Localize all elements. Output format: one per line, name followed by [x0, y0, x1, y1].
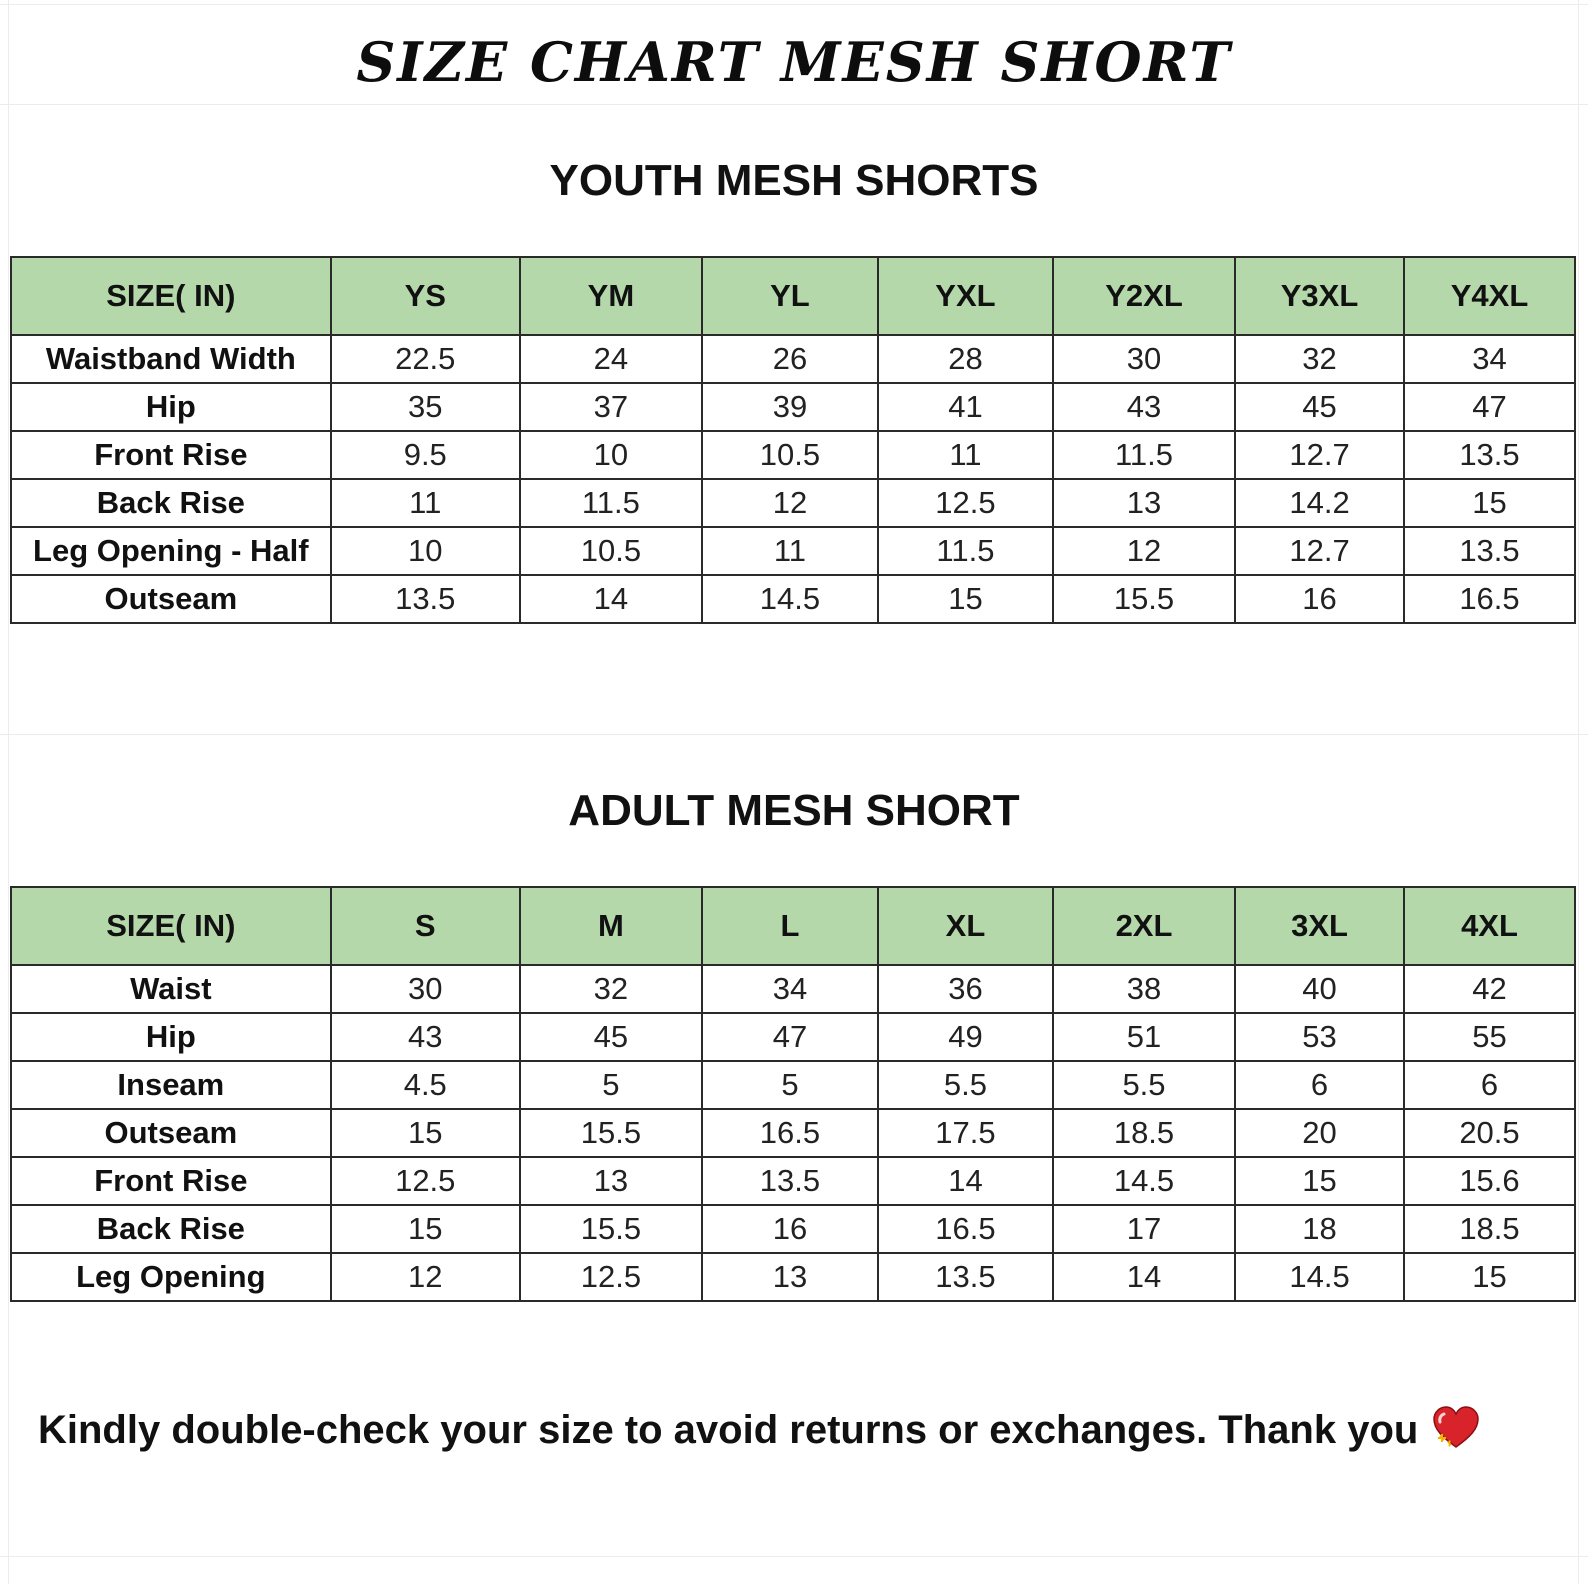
measurement-value: 14.5 — [702, 575, 878, 623]
measurement-value: 11.5 — [520, 479, 702, 527]
measurement-value: 15.6 — [1404, 1157, 1575, 1205]
grid-line — [0, 1556, 1588, 1557]
measurement-value: 15 — [878, 575, 1053, 623]
measurement-value: 14 — [520, 575, 702, 623]
measurement-value: 30 — [1053, 335, 1235, 383]
measurement-value: 11 — [702, 527, 878, 575]
measurement-value: 16 — [702, 1205, 878, 1253]
measurement-value: 17 — [1053, 1205, 1235, 1253]
measurement-value: 6 — [1404, 1061, 1575, 1109]
measurement-value: 12.5 — [520, 1253, 702, 1301]
measurement-value: 12.7 — [1235, 527, 1404, 575]
measurement-value: 22.5 — [331, 335, 520, 383]
footer-note — [38, 1408, 1578, 1454]
measurement-label: Hip — [11, 383, 331, 431]
measurement-value: 14.5 — [1235, 1253, 1404, 1301]
measurement-value: 5 — [520, 1061, 702, 1109]
table-row — [11, 965, 1575, 1013]
measurement-label: Back Rise — [11, 479, 331, 527]
size-header: L — [702, 887, 878, 965]
measurement-value: 13.5 — [1404, 527, 1575, 575]
size-header: S — [331, 887, 520, 965]
measurement-value: 20.5 — [1404, 1109, 1575, 1157]
table-row — [11, 1205, 1575, 1253]
measurement-value: 11 — [878, 431, 1053, 479]
measurement-value: 15 — [331, 1205, 520, 1253]
size-unit-header: SIZE( IN) — [11, 257, 331, 335]
measurement-value: 14.5 — [1053, 1157, 1235, 1205]
measurement-value: 14.2 — [1235, 479, 1404, 527]
measurement-value: 26 — [702, 335, 878, 383]
measurement-label: Outseam — [11, 1109, 331, 1157]
adult-header-row — [11, 887, 1575, 965]
measurement-value: 5 — [702, 1061, 878, 1109]
measurement-value: 13 — [1053, 479, 1235, 527]
measurement-label: Inseam — [11, 1061, 331, 1109]
grid-line — [0, 734, 1588, 735]
measurement-value: 49 — [878, 1013, 1053, 1061]
measurement-value: 13.5 — [331, 575, 520, 623]
measurement-value: 12.5 — [878, 479, 1053, 527]
measurement-label: Leg Opening — [11, 1253, 331, 1301]
table-row — [11, 1253, 1575, 1301]
measurement-value: 11 — [331, 479, 520, 527]
measurement-value: 53 — [1235, 1013, 1404, 1061]
measurement-value: 4.5 — [331, 1061, 520, 1109]
measurement-value: 47 — [1404, 383, 1575, 431]
page-title: SIZE CHART MESH SHORT — [356, 30, 1232, 94]
measurement-value: 18.5 — [1053, 1109, 1235, 1157]
measurement-value: 9.5 — [331, 431, 520, 479]
measurement-label: Hip — [11, 1013, 331, 1061]
measurement-value: 13.5 — [702, 1157, 878, 1205]
size-header: Y3XL — [1235, 257, 1404, 335]
measurement-value: 35 — [331, 383, 520, 431]
measurement-value: 14 — [1053, 1253, 1235, 1301]
measurement-value: 18.5 — [1404, 1205, 1575, 1253]
measurement-value: 38 — [1053, 965, 1235, 1013]
measurement-value: 40 — [1235, 965, 1404, 1013]
measurement-value: 45 — [1235, 383, 1404, 431]
measurement-value: 43 — [331, 1013, 520, 1061]
measurement-value: 55 — [1404, 1013, 1575, 1061]
table-row — [11, 1109, 1575, 1157]
size-unit-header: SIZE( IN) — [11, 887, 331, 965]
measurement-value: 28 — [878, 335, 1053, 383]
footer-note-text: Kindly double-check your size to avoid returns or exchanges. Thank you — [38, 1408, 1419, 1452]
measurement-value: 36 — [878, 965, 1053, 1013]
measurement-value: 37 — [520, 383, 702, 431]
measurement-value: 34 — [702, 965, 878, 1013]
size-header: Y4XL — [1404, 257, 1575, 335]
measurement-value: 15 — [331, 1109, 520, 1157]
measurement-value: 45 — [520, 1013, 702, 1061]
measurement-value: 15.5 — [520, 1205, 702, 1253]
table-row — [11, 1157, 1575, 1205]
youth-size-table — [10, 256, 1576, 624]
measurement-value: 30 — [331, 965, 520, 1013]
measurement-value: 5.5 — [1053, 1061, 1235, 1109]
size-header: YL — [702, 257, 878, 335]
adult-size-table — [10, 886, 1576, 1302]
size-header: XL — [878, 887, 1053, 965]
table-row — [11, 479, 1575, 527]
measurement-value: 32 — [1235, 335, 1404, 383]
measurement-value: 41 — [878, 383, 1053, 431]
measurement-label: Front Rise — [11, 431, 331, 479]
measurement-value: 16.5 — [1404, 575, 1575, 623]
measurement-value: 51 — [1053, 1013, 1235, 1061]
measurement-label: Front Rise — [11, 1157, 331, 1205]
measurement-value: 15 — [1404, 1253, 1575, 1301]
measurement-value: 16.5 — [878, 1205, 1053, 1253]
measurement-value: 14 — [878, 1157, 1053, 1205]
grid-line — [0, 104, 1588, 105]
measurement-value: 16 — [1235, 575, 1404, 623]
measurement-value: 15.5 — [520, 1109, 702, 1157]
measurement-value: 18 — [1235, 1205, 1404, 1253]
size-header: 4XL — [1404, 887, 1575, 965]
adult-section-title: ADULT MESH SHORT — [568, 786, 1020, 835]
size-header: 2XL — [1053, 887, 1235, 965]
measurement-value: 34 — [1404, 335, 1575, 383]
table-row — [11, 431, 1575, 479]
table-row — [11, 335, 1575, 383]
measurement-value: 12.7 — [1235, 431, 1404, 479]
size-header: Y2XL — [1053, 257, 1235, 335]
table-row — [11, 1061, 1575, 1109]
size-header: YM — [520, 257, 702, 335]
measurement-value: 6 — [1235, 1061, 1404, 1109]
measurement-value: 42 — [1404, 965, 1575, 1013]
measurement-value: 15 — [1235, 1157, 1404, 1205]
measurement-label: Back Rise — [11, 1205, 331, 1253]
measurement-value: 12 — [1053, 527, 1235, 575]
measurement-value: 12.5 — [331, 1157, 520, 1205]
youth-header-row — [11, 257, 1575, 335]
measurement-value: 10.5 — [520, 527, 702, 575]
sparkling-heart-icon — [1432, 1406, 1480, 1450]
youth-section-title: YOUTH MESH SHORTS — [549, 156, 1039, 205]
table-row — [11, 383, 1575, 431]
size-header: YS — [331, 257, 520, 335]
measurement-value: 15.5 — [1053, 575, 1235, 623]
measurement-label: Waistband Width — [11, 335, 331, 383]
measurement-value: 10 — [331, 527, 520, 575]
measurement-value: 10.5 — [702, 431, 878, 479]
measurement-value: 20 — [1235, 1109, 1404, 1157]
measurement-value: 10 — [520, 431, 702, 479]
size-header: 3XL — [1235, 887, 1404, 965]
measurement-value: 5.5 — [878, 1061, 1053, 1109]
measurement-value: 39 — [702, 383, 878, 431]
size-header: M — [520, 887, 702, 965]
measurement-value: 13.5 — [878, 1253, 1053, 1301]
measurement-value: 11.5 — [1053, 431, 1235, 479]
measurement-value: 16.5 — [702, 1109, 878, 1157]
table-row — [11, 575, 1575, 623]
measurement-value: 24 — [520, 335, 702, 383]
measurement-label: Waist — [11, 965, 331, 1013]
measurement-value: 32 — [520, 965, 702, 1013]
measurement-value: 11.5 — [878, 527, 1053, 575]
size-header: YXL — [878, 257, 1053, 335]
measurement-value: 13 — [702, 1253, 878, 1301]
measurement-value: 12 — [702, 479, 878, 527]
measurement-value: 13 — [520, 1157, 702, 1205]
measurement-value: 15 — [1404, 479, 1575, 527]
grid-line — [0, 4, 1588, 5]
measurement-value: 17.5 — [878, 1109, 1053, 1157]
table-row — [11, 527, 1575, 575]
measurement-label: Leg Opening - Half — [11, 527, 331, 575]
measurement-value: 12 — [331, 1253, 520, 1301]
measurement-value: 47 — [702, 1013, 878, 1061]
measurement-value: 13.5 — [1404, 431, 1575, 479]
measurement-label: Outseam — [11, 575, 331, 623]
table-row — [11, 1013, 1575, 1061]
measurement-value: 43 — [1053, 383, 1235, 431]
